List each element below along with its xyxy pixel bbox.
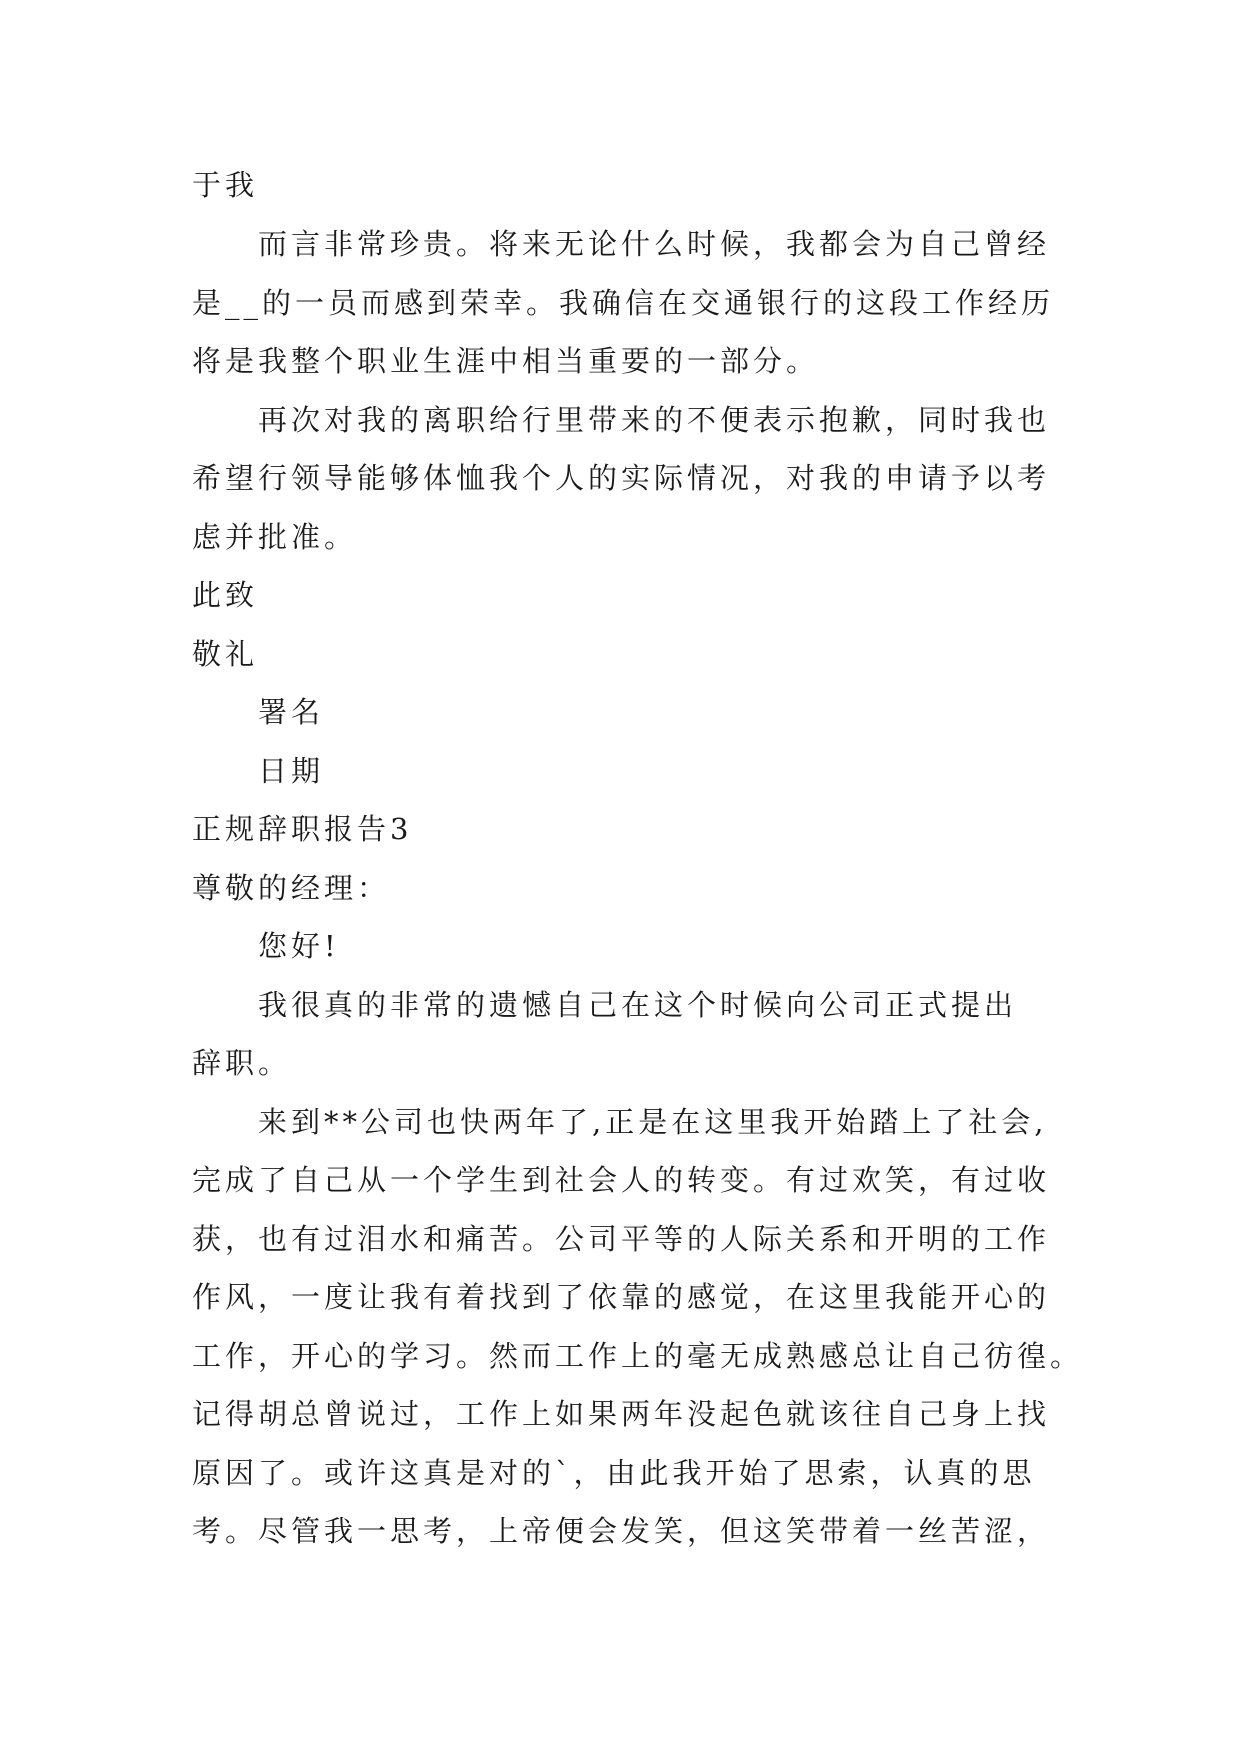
text-line: 记得胡总曾说过，工作上如果两年没起色就该往自己身上找: [192, 1397, 1051, 1431]
text-line: 获，也有过泪水和痛苦。公司平等的人际关系和开明的工作: [192, 1222, 1051, 1256]
text-line: 工作，开心的学习。然而工作上的毫无成熟感总让自己彷徨。: [192, 1339, 1084, 1373]
text-line: 敬礼: [192, 637, 259, 671]
text-line: 原因了。或许这真是对的`，由此我开始了思索，认真的思: [192, 1456, 1036, 1490]
text-line: 来到**公司也快两年了,正是在这里我开始踏上了社会,: [258, 1105, 1048, 1139]
text-line: 希望行领导能够体恤我个人的实际情况，对我的申请予以考: [192, 461, 1051, 495]
text-line: 我很真的非常的遗憾自己在这个时候向公司正式提出: [258, 988, 1018, 1022]
text-line: 是__的一员而感到荣幸。我确信在交通银行的这段工作经历: [192, 286, 1055, 320]
salutation: 尊敬的经理：: [192, 871, 391, 905]
text-line: 完成了自己从一个学生到社会人的转变。有过欢笑，有过收: [192, 1163, 1051, 1197]
section-title: 正规辞职报告3: [192, 812, 413, 846]
text-line: 考。尽管我一思考，上帝便会发笑，但这笑带着一丝苦涩，: [192, 1514, 1051, 1548]
greeting: 您好!: [258, 929, 340, 963]
signature-label: 署名: [258, 695, 325, 729]
text-line: 于我: [192, 168, 259, 202]
text-line: 辞职。: [192, 1046, 292, 1080]
date-label: 日期: [258, 754, 325, 788]
text-line: 而言非常珍贵。将来无论什么时候，我都会为自己曾经: [258, 227, 1051, 261]
text-line: 再次对我的离职给行里带来的不便表示抱歉，同时我也: [258, 403, 1051, 437]
text-line: 将是我整个职业生涯中相当重要的一部分。: [192, 344, 820, 378]
text-line: 此致: [192, 578, 259, 612]
text-line: 虑并批准。: [192, 520, 358, 554]
text-line: 作风，一度让我有着找到了依靠的感觉，在这里我能开心的: [192, 1280, 1051, 1314]
